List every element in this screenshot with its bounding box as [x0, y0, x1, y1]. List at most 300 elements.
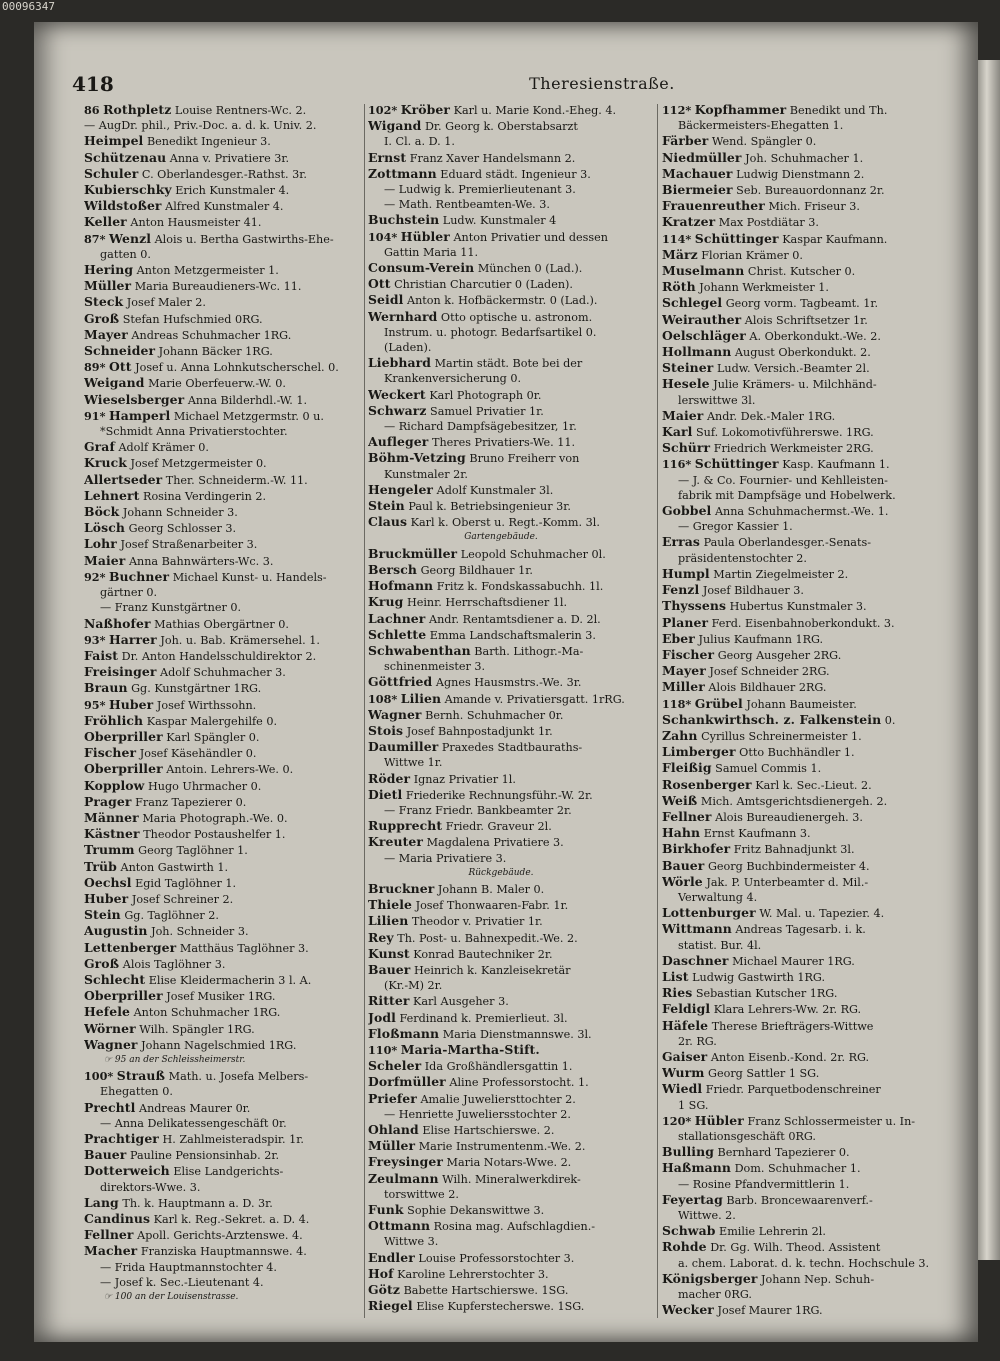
entry-details: Dom. Schuhmacher 1. — [734, 1162, 861, 1176]
entry-details: Samuel Commis 1. — [715, 762, 822, 776]
entry-details: Hubertus Kunstmaler 3. — [729, 600, 867, 614]
directory-entry — [368, 611, 654, 627]
resident-surname: Fellner — [662, 808, 712, 824]
directory-entry — [84, 439, 360, 455]
entry-details: lerswittwe 3l. — [678, 393, 756, 407]
entry-continuation — [368, 1187, 654, 1202]
resident-surname: Keller — [84, 214, 127, 230]
directory-entry — [368, 594, 654, 610]
directory-entry — [84, 133, 360, 149]
resident-surname: Faist — [84, 647, 119, 663]
directory-entry — [84, 536, 360, 552]
entry-details: C. Oberlandesger.-Rathst. 3r. — [141, 167, 307, 181]
resident-surname: Prager — [84, 793, 132, 809]
directory-entry — [368, 150, 654, 166]
entry-continuation — [662, 1129, 958, 1144]
directory-entry — [368, 1074, 654, 1090]
resident-surname: Lösch — [84, 520, 126, 536]
directory-entry — [662, 1065, 958, 1081]
entry-continuation — [662, 393, 958, 408]
directory-entry — [368, 643, 654, 659]
entry-details: 1 SG. — [678, 1098, 709, 1112]
house-number: 112* — [662, 103, 692, 117]
directory-entry — [368, 276, 654, 292]
directory-entry — [662, 760, 958, 776]
directory-entry — [662, 376, 958, 392]
resident-surname: Scheler — [368, 1058, 422, 1074]
entry-continuation — [368, 197, 654, 212]
entry-details: Ernst Kaufmann 3. — [703, 827, 811, 841]
resident-surname: Trüb — [84, 858, 117, 874]
resident-surname: Männer — [84, 809, 139, 825]
entry-details: Benedikt Ingenieur 3. — [146, 135, 271, 149]
entry-continuation — [84, 424, 360, 439]
resident-surname: Ott — [108, 359, 132, 375]
directory-entry — [84, 1100, 360, 1116]
directory-entry — [368, 166, 654, 182]
resident-surname: Daumiller — [368, 739, 439, 755]
directory-entry — [84, 923, 360, 939]
resident-surname: Lehnert — [84, 487, 140, 503]
entry-details: *Schmidt Anna Privatierstochter. — [100, 425, 288, 439]
entry-details: Ludwig Dienstmann 2. — [736, 167, 865, 181]
resident-surname: Fröhlich — [84, 712, 144, 728]
directory-entry — [662, 344, 958, 360]
directory-entry — [84, 632, 360, 648]
resident-surname: Thyssens — [662, 598, 727, 614]
resident-surname: Grübel — [694, 695, 743, 711]
scan-id: 00096347 — [2, 0, 55, 13]
resident-surname: Hesele — [662, 376, 710, 392]
entry-details: Amande v. Privatiersgatt. 1rRG. — [444, 692, 625, 706]
entry-details: Gattin Maria 11. — [384, 245, 479, 259]
entry-details: Th. Post- u. Bahnexpedit.-We. 2. — [397, 931, 578, 945]
resident-surname: Ott — [368, 276, 391, 292]
resident-surname: Wagner — [368, 706, 422, 722]
entry-details: (Laden). — [384, 341, 432, 355]
entry-details: stallationsgeschäft 0RG. — [678, 1130, 816, 1143]
entry-details: Anton k. Hofbäckermstr. 0 (Lad.). — [406, 294, 598, 308]
resident-surname: Frauenreuther — [662, 198, 765, 214]
entry-details: Josef Käsehändler 0. — [139, 747, 257, 761]
house-number: 118* — [662, 696, 692, 711]
directory-entry — [662, 312, 958, 328]
directory-entry — [84, 940, 360, 956]
directory-entry — [84, 778, 360, 794]
resident-surname: Floßmann — [368, 1025, 440, 1041]
resident-surname: Eber — [662, 630, 695, 646]
entry-continuation — [368, 978, 654, 993]
directory-entry — [84, 875, 360, 891]
resident-surname: Steck — [84, 294, 124, 310]
entry-details: Ignaz Privatier 1l. — [413, 772, 516, 786]
resident-surname: Häfele — [662, 1017, 709, 1033]
entry-details: macher 0RG. — [678, 1288, 752, 1302]
page-number: 418 — [72, 72, 114, 96]
entry-details: — Henriette Juweliersstochter 2. — [384, 1107, 571, 1121]
directory-entry — [368, 1138, 654, 1154]
entry-continuation — [662, 519, 958, 534]
entry-details: ☞ 95 an der Schleissheimerstr. — [104, 1054, 246, 1065]
directory-entry — [662, 809, 958, 825]
entry-details: A. Oberkondukt.-We. 2. — [749, 329, 881, 343]
entry-details: Julie Krämers- u. Milchhänd- — [713, 378, 877, 392]
directory-entry — [662, 1223, 958, 1239]
resident-surname: Schürr — [662, 440, 711, 456]
directory-entry — [368, 1282, 654, 1298]
resident-surname: Dorfmüller — [368, 1074, 446, 1090]
directory-entry — [84, 810, 360, 826]
resident-surname: Steiner — [662, 360, 714, 376]
entry-details: — AugDr. phil., Priv.-Doc. a. d. k. Univ. 2. — [84, 119, 317, 133]
entry-details: Stefan Hufschmied 0RG. — [122, 312, 263, 326]
entry-details: Ludwig Gastwirth 1RG. — [692, 970, 825, 984]
resident-surname: Krug — [368, 594, 404, 610]
entry-details: — Rosine Pfandvermittlerin 1. — [678, 1177, 850, 1191]
resident-surname: Braun — [84, 680, 128, 696]
column-divider — [364, 104, 365, 1318]
resident-surname: Niedmüller — [662, 149, 742, 165]
entry-details: Anna Schuhmachermst.-We. 1. — [714, 505, 889, 519]
directory-entry — [662, 793, 958, 809]
resident-surname: Wagner — [84, 1036, 138, 1052]
entry-details: Anton Privatier und dessen — [453, 230, 608, 244]
resident-surname: Lang — [84, 1194, 119, 1210]
resident-surname: Weirauther — [662, 311, 742, 327]
entry-details: Bruno Freiherr von — [469, 452, 580, 466]
resident-surname: Wernhard — [368, 308, 438, 324]
resident-surname: Hübler — [400, 228, 450, 244]
resident-surname: Hübler — [694, 1112, 744, 1128]
resident-surname: Candinus — [84, 1211, 151, 1227]
directory-entry — [662, 663, 958, 679]
entry-details: Alois Bureaudienergeh. 3. — [715, 810, 863, 824]
directory-entry — [84, 359, 360, 375]
entry-details: Magdalena Privatiere 3. — [426, 836, 564, 850]
resident-surname: Bruckner — [368, 880, 435, 896]
directory-entry — [84, 956, 360, 972]
resident-surname: Hofmann — [368, 578, 434, 594]
resident-surname: Röth — [662, 279, 696, 295]
entry-details: Johann Baumeister. — [746, 697, 857, 711]
entry-details: — Math. Rentbeamten-We. 3. — [384, 198, 550, 212]
resident-surname: Röder — [368, 770, 411, 786]
directory-entry — [662, 263, 958, 279]
directory-entry — [662, 566, 958, 582]
resident-surname: Bersch — [368, 561, 418, 577]
entry-details: Friedr. Graveur 2l. — [445, 820, 552, 834]
entry-details: Benedikt und Th. — [789, 104, 888, 117]
directory-entry — [84, 150, 360, 166]
entry-details: Georg Sattler 1 SG. — [708, 1067, 820, 1081]
directory-entry — [368, 498, 654, 514]
resident-surname: Lettenberger — [84, 939, 177, 955]
resident-surname: Haßmann — [662, 1160, 732, 1176]
entry-details: Theodor v. Privatier 1r. — [411, 915, 543, 929]
resident-surname: Wecker — [662, 1302, 714, 1318]
entry-details: Sophie Dekanswittwe 3. — [407, 1204, 545, 1218]
resident-surname: Thiele — [368, 897, 413, 913]
resident-surname: Graf — [84, 439, 115, 455]
directory-entry — [368, 1122, 654, 1138]
directory-entry — [662, 1192, 958, 1208]
directory-entry — [368, 1266, 654, 1282]
resident-surname: Hefele — [84, 1004, 130, 1020]
resident-surname: Groß — [84, 310, 120, 326]
entry-details: — Ludwig k. Premierlieutenant 3. — [384, 183, 576, 197]
entry-details: Gg. Kunstgärtner 1RG. — [131, 682, 262, 696]
directory-entry — [662, 1160, 958, 1176]
entry-details: Josef Schneider 2RG. — [709, 665, 830, 679]
directory-entry — [84, 648, 360, 664]
entry-details: Ludw. Kunstmaler 4 — [442, 214, 557, 228]
directory-entry — [662, 133, 958, 149]
entry-details: Matthäus Taglöhner 3. — [179, 941, 309, 955]
entry-details: H. Zahlmeisteradspir. 1r. — [162, 1133, 304, 1146]
directory-entry — [662, 150, 958, 166]
entry-details: Konrad Bautechniker 2r. — [413, 947, 553, 961]
directory-entry — [368, 1058, 654, 1074]
resident-surname: Fellner — [84, 1227, 134, 1243]
entry-details: Kunstmaler 2r. — [384, 467, 468, 481]
entry-details: Anna Bahnwärters-Wc. 3. — [128, 554, 274, 568]
house-number: 110* — [368, 1042, 398, 1057]
directory-entry — [84, 472, 360, 488]
resident-surname: Böhm-Vetzing — [368, 450, 466, 466]
entry-details: Heinrich k. Kanzleisekretär — [413, 963, 571, 977]
directory-entry — [84, 907, 360, 923]
directory-entry — [368, 1171, 654, 1187]
resident-surname: Stein — [368, 498, 405, 514]
entry-details: Heinr. Herrschaftsdiener 1l. — [406, 596, 568, 610]
resident-surname: März — [662, 246, 698, 262]
entry-details: Ferd. Eisenbahnoberkondukt. 3. — [711, 616, 895, 630]
entry-details: Karl Ausgeher 3. — [413, 995, 509, 1009]
entry-details: Johann Nagelschmied 1RG. — [141, 1038, 297, 1052]
resident-surname: Wildstoßer — [84, 198, 162, 214]
entry-details: Ferdinand k. Premierlieut. 3l. — [399, 1011, 568, 1025]
directory-entry — [368, 355, 654, 371]
entry-details: Michael Kunst- u. Handels- — [172, 570, 327, 584]
entry-details: Josef Maurer 1RG. — [717, 1304, 823, 1318]
entry-continuation — [662, 488, 958, 503]
entry-details: Otto optische u. astronom. — [440, 310, 593, 324]
directory-entry — [84, 102, 360, 118]
resident-surname: Wieselsberger — [84, 391, 185, 407]
entry-continuation — [84, 1116, 360, 1131]
directory-entry — [368, 450, 654, 466]
resident-surname: Oberpriller — [84, 728, 163, 744]
directory-entry — [84, 1147, 360, 1163]
entry-details: Th. k. Hauptmann a. D. 3r. — [122, 1196, 273, 1210]
house-number: 116* — [662, 457, 692, 472]
resident-surname: Seidl — [368, 292, 404, 308]
entry-details: Wittwe 1r. — [384, 756, 443, 770]
entry-details: — Richard Dampfsägebesitzer, 1r. — [384, 420, 577, 434]
entry-continuation — [368, 419, 654, 434]
entry-continuation — [84, 585, 360, 600]
directory-entry — [368, 546, 654, 562]
resident-surname: Oelschläger — [662, 327, 746, 343]
entry-details: Rückgebäude. — [468, 867, 534, 878]
entry-details: Anton Metzgermeister 1. — [136, 264, 279, 278]
directory-entry — [84, 408, 360, 424]
resident-surname: Buchner — [108, 568, 170, 584]
entry-details: Anton Gastwirth 1. — [120, 860, 229, 874]
entry-details: Seb. Bureauordonnanz 2r. — [736, 184, 885, 198]
entry-details: Ther. Schneiderm.-W. 11. — [165, 473, 308, 487]
directory-entry — [662, 328, 958, 344]
entry-details: Wilh. Spängler 1RG. — [139, 1022, 255, 1036]
directory-entry — [368, 434, 654, 450]
entry-continuation — [662, 938, 958, 953]
entry-details: Praxedes Stadtbauraths- — [441, 741, 583, 755]
entry-continuation — [368, 1234, 654, 1249]
entry-details: — Gregor Kassier 1. — [678, 520, 793, 534]
entry-continuation — [368, 803, 654, 818]
entry-details: Therese Briefträgers-Wittwe — [711, 1019, 874, 1033]
resident-surname: Hof — [368, 1265, 394, 1281]
resident-surname: Funk — [368, 1202, 404, 1218]
entry-continuation — [368, 371, 654, 386]
resident-surname: Schwabenthan — [368, 642, 471, 658]
directory-entry — [84, 1243, 360, 1259]
resident-surname: Lachner — [368, 610, 426, 626]
entry-details: 2r. RG. — [678, 1034, 717, 1048]
directory-entry — [368, 787, 654, 803]
directory-entry — [662, 874, 958, 890]
resident-surname: Götz — [368, 1282, 401, 1298]
resident-surname: Bauer — [662, 857, 705, 873]
entry-details: Christ. Kutscher 0. — [747, 265, 856, 279]
resident-surname: Kästner — [84, 826, 140, 842]
directory-entry — [368, 930, 654, 946]
directory-entry — [84, 972, 360, 988]
entry-continuation — [84, 1275, 360, 1290]
resident-surname: Wenzl — [108, 230, 152, 246]
directory-entry — [84, 713, 360, 729]
entry-details: Aline Professorstocht. 1. — [449, 1076, 589, 1090]
resident-surname: Schwarz — [368, 402, 427, 418]
directory-entry — [368, 212, 654, 228]
resident-surname: Aufleger — [368, 434, 429, 450]
directory-entry — [84, 1163, 360, 1179]
resident-surname: Gaiser — [662, 1048, 708, 1064]
entry-details: Suf. Lokomotivführerswe. 1RG. — [696, 426, 874, 440]
entry-continuation — [84, 1260, 360, 1275]
resident-surname: Kröber — [400, 102, 451, 117]
entry-details: Johann B. Maler 0. — [437, 882, 545, 896]
resident-surname: Schankwirthsch. z. Falkenstein — [662, 711, 882, 727]
directory-entry — [368, 102, 654, 118]
directory-entry — [84, 311, 360, 327]
entry-details: Michael Maurer 1RG. — [732, 954, 855, 968]
entry-details: Bernh. Schuhmacher 0r. — [425, 708, 564, 722]
resident-surname: Schlegel — [662, 295, 723, 311]
directory-entry — [368, 1218, 654, 1234]
resident-surname: Muselmann — [662, 263, 745, 279]
page-edge — [978, 60, 1000, 1260]
entry-continuation — [84, 1180, 360, 1195]
entry-details: Bernhard Tapezierer 0. — [717, 1146, 850, 1160]
entry-details: direktors-Wwe. 3. — [100, 1180, 201, 1194]
resident-surname: Königsberger — [662, 1270, 758, 1286]
directory-entry — [84, 1068, 360, 1084]
entry-details: — J. & Co. Fournier- und Kehlleisten- — [678, 473, 888, 487]
directory-entry — [84, 231, 360, 247]
resident-surname: Müller — [84, 278, 132, 294]
entry-details: Johann Schneider 3. — [122, 506, 238, 520]
directory-entry — [368, 946, 654, 962]
resident-surname: Endler — [368, 1249, 415, 1265]
directory-entry — [662, 631, 958, 647]
entry-details: Wittwe 3. — [384, 1235, 439, 1249]
entry-continuation — [662, 1256, 958, 1271]
resident-surname: Ries — [662, 985, 693, 1001]
resident-surname: Oberpriller — [84, 761, 163, 777]
directory-entry — [662, 182, 958, 198]
directory-entry — [84, 375, 360, 391]
resident-surname: Schlecht — [84, 971, 146, 987]
directory-entry — [84, 988, 360, 1004]
entry-continuation — [368, 1107, 654, 1122]
directory-entry — [368, 739, 654, 755]
resident-surname: Limberger — [662, 744, 736, 760]
resident-surname: Schwab — [662, 1223, 716, 1239]
resident-surname: Kunst — [368, 945, 410, 961]
resident-surname: Dietl — [368, 786, 403, 802]
entry-details: Johann Werkmeister 1. — [699, 281, 829, 295]
resident-surname: Färber — [662, 133, 709, 149]
entry-details: — Maria Privatiere 3. — [384, 851, 507, 865]
resident-surname: Wurm — [662, 1065, 705, 1081]
entry-details: torswittwe 2. — [384, 1187, 459, 1201]
resident-surname: Fischer — [84, 745, 137, 761]
directory-entry — [84, 182, 360, 198]
entry-details: Paula Oberlandesger.-Senats- — [703, 536, 871, 550]
entry-details: Friederike Rechnungsführ.-W. 2r. — [405, 788, 593, 802]
entry-details: Adolf Krämer 0. — [118, 441, 209, 455]
resident-surname: Maier — [84, 552, 126, 568]
entry-details: Friedr. Parquetbodenschreiner — [705, 1083, 881, 1097]
directory-entry — [662, 647, 958, 663]
directory-entry — [662, 598, 958, 614]
directory-entry — [662, 247, 958, 263]
directory-entry — [84, 343, 360, 359]
resident-surname: Wiedl — [662, 1081, 703, 1097]
directory-entry — [84, 1037, 360, 1053]
resident-surname: Hollmann — [662, 344, 732, 360]
directory-entry — [662, 214, 958, 230]
directory-entry — [662, 1081, 958, 1097]
entry-details: Andreas Maurer 0r. — [138, 1101, 251, 1115]
resident-surname: Machauer — [662, 165, 733, 181]
directory-entry — [662, 440, 958, 456]
directory-entry — [84, 842, 360, 858]
entry-details: Maria Dienstmannswe. 3l. — [442, 1027, 592, 1041]
resident-surname: Bauer — [84, 1147, 127, 1163]
directory-entry — [368, 962, 654, 978]
resident-surname: Bauer — [368, 961, 411, 977]
resident-surname: Gobbel — [662, 503, 712, 519]
directory-entry — [662, 728, 958, 744]
entry-details: Marie Instrumentenm.-We. 2. — [418, 1140, 586, 1154]
entry-continuation — [368, 325, 654, 340]
entry-details: Kasp. Kaufmann 1. — [782, 458, 890, 472]
house-number: 92* — [84, 569, 106, 584]
entry-details: — Frida Hauptmannstochter 4. — [100, 1260, 277, 1274]
resident-surname: Naßhofer — [84, 615, 151, 631]
